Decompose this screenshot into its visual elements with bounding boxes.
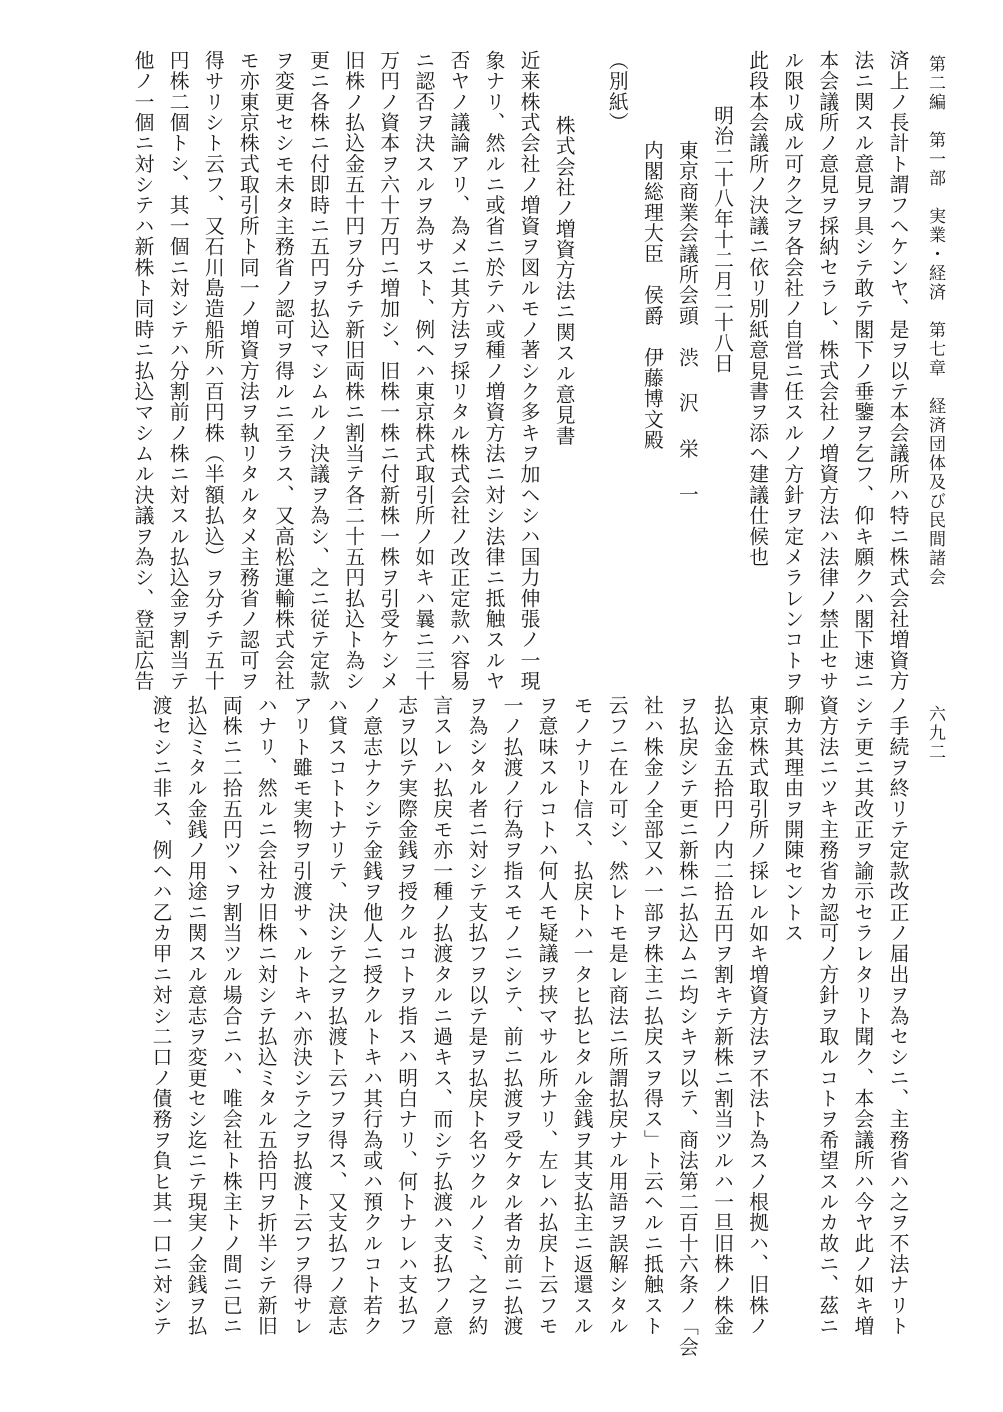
text-line: ハナリ、然ルニ会社カ旧株ニ対シテ払込ミタル五拾円ヲ折半シテ新旧 bbox=[254, 695, 278, 1337]
addressee: 内閣総理大臣 侯爵 伊藤博文殿 bbox=[640, 140, 664, 451]
opinion-title: 株式会社ノ増資方法ニ関スル意見書 bbox=[552, 115, 576, 447]
text-line: 万円ノ資本ヲ六十万円ニ増加シ、旧株一株ニ付新株一株ヲ引受ケシメ bbox=[376, 50, 400, 692]
text-line: 資方法ニツキ主務省カ認可ノ方針ヲ取ルコトヲ希望スルカ故ニ、茲ニ bbox=[815, 695, 839, 1337]
text-line: 法ニ関スル意見ヲ具シテ敢テ閣下ノ垂鑒ヲ乞フ、仰キ願クハ閣下速ニ bbox=[850, 50, 874, 692]
text-line: 言スレハ払戻モ亦一種ノ払渡タルニ過キス、而シテ払渡ハ支払フノ意 bbox=[429, 695, 453, 1337]
text-line: 志ヲ以テ実際金銭ヲ授クルコトヲ指スハ明白ナリ、何トナレハ支払フ bbox=[394, 695, 418, 1337]
text-line: ル限リ成ル可ク之ヲ各会社ノ自営ニ任スルノ方針ヲ定メラレンコトヲ bbox=[780, 50, 804, 692]
attachment-label: （別紙） bbox=[605, 50, 629, 133]
text-line: ハ貸スコトトナリテ、決シテ之ヲ払渡ト云フヲ得ス、又支払フノ意志 bbox=[324, 695, 348, 1337]
text-line: ニ認否ヲ決スルヲ為サスト、例ヘハ東京株式取引所ノ如キハ曩ニ三十 bbox=[411, 50, 435, 692]
running-header: 第二編 第一部 実業・経済 第七章 経済団体及び民間諸会 bbox=[925, 55, 945, 587]
text-line: シテ更ニ其改正ヲ諭示セラレタリト聞ク、本会議所ハ今ヤ此ノ如キ増 bbox=[850, 695, 874, 1337]
signature-line bbox=[669, 50, 704, 650]
signature-name: 渋沢栄一 bbox=[675, 346, 699, 531]
text-line: ヲ変更セシモ未タ主務省ノ認可ヲ得ルニ至ラス、又高松運輸株式会社 bbox=[271, 50, 295, 692]
text-line: 円株二個トシ、其一個ニ対シテハ分割前ノ株ニ対スル払込金ヲ割当テ bbox=[166, 50, 190, 692]
upper-text-block bbox=[84, 50, 915, 692]
text-line: ヲ為シタル者ニ対シテ支払フヲ以テ是ヲ払戻ト名ツクルノミ、之ヲ約 bbox=[464, 695, 488, 1337]
text-line: 得サリシト云フ、又石川島造船所ハ百円株（半額払込）ヲ分チテ五十 bbox=[201, 50, 225, 692]
text-line: 更ニ各株ニ付即時ニ五円ヲ払込マシムルノ決議ヲ為シ、之ニ従テ定款 bbox=[306, 50, 330, 692]
text-line: 東京株式取引所ノ採レル如キ増資方法ヲ不法ト為スノ根拠ハ、旧株ノ bbox=[745, 695, 769, 1337]
text-line: 両株ニ二拾五円ツ丶ヲ割当ツル場合ニハ、唯会社ト株主トノ間ニ已ニ bbox=[219, 695, 243, 1337]
text-line: 払込ミタル金銭ノ用途ニ関スル意志ヲ変更セシ迄ニテ現実ノ金銭ヲ払 bbox=[184, 695, 208, 1337]
signature-org: 東京商業会議所会頭 bbox=[675, 140, 699, 327]
text-line: 本会議所ノ意見ヲ採納セラレ、株式会社ノ増資方法ハ法律ノ禁止セサ bbox=[815, 50, 839, 692]
text-line: 渡セシニ非ス、例ヘハ乙カ甲ニ対シ二口ノ債務ヲ負ヒ其一口ニ対シテ bbox=[149, 695, 173, 1337]
text-line: 一ノ払渡ノ行為ヲ指スモノニシテ、前ニ払渡ヲ受ケタル者カ前ニ払渡 bbox=[499, 695, 523, 1337]
text-line: 済上ノ長計ト謂フヘケンヤ、是ヲ以テ本会議所ハ特ニ株式会社増資方 bbox=[886, 50, 909, 692]
text-line: アリト雖モ実物ヲ引渡サ丶ルトキハ亦決シテ之ヲ払渡ト云フヲ得サレ bbox=[289, 695, 313, 1337]
text-line: ヲ意味スルコトハ何人モ疑議ヲ挟マサル所ナリ、左レハ払戻ト云フモ bbox=[535, 695, 559, 1337]
text-line: 此段本会議所ノ決議ニ依リ別紙意見書ヲ添ヘ建議仕候也 bbox=[745, 50, 769, 568]
lower-text-block bbox=[84, 695, 915, 1358]
text-line: 払込金五拾円ノ内二拾五円ヲ割キテ新株ニ割当ツルハ一旦旧株ノ株金 bbox=[710, 695, 734, 1337]
text-line: モノナリト信ス、払戻トハ一タヒ払ヒタル金銭ヲ其支払主ニ返還スル bbox=[570, 695, 594, 1337]
letter-date: 明治二十八年十二月二十八日 bbox=[710, 105, 734, 374]
text-line: 旧株ノ払込金五十円ヲ分チテ新旧両株ニ割当テ各二十五円払込ト為シ bbox=[341, 50, 365, 692]
text-line: モ亦東京株式取引所ト同一ノ増資方法ヲ執リタルタメ主務省ノ認可ヲ bbox=[236, 50, 260, 692]
text-line: 云フニ在ル可シ、然レトモ是レ商法ニ所謂払戻ナル用語ヲ誤解シタル bbox=[605, 695, 629, 1337]
text-line: 近来株式会社ノ増資ヲ図ルモノ著シク多キヲ加ヘシハ国力伸張ノ一現 bbox=[517, 50, 541, 692]
page-number: 六九二 bbox=[925, 705, 945, 762]
text-line: 社ハ株金ノ全部又ハ一部ヲ株主ニ払戻スヲ得ス」ト云ヘルニ抵触スト bbox=[640, 695, 664, 1337]
text-line: 象ナリ、然ルニ或省ニ於テハ或種ノ増資方法ニ対シ法律ニ抵触スルヤ bbox=[481, 50, 505, 692]
text-line: 聊カ其理由ヲ開陳セントス bbox=[780, 695, 804, 944]
text-line: ノ手続ヲ終リテ定款改正ノ届出ヲ為セシニ、主務省ハ之ヲ不法ナリト bbox=[886, 695, 909, 1337]
text-line: ヲ払戻シテ更ニ新株ニ払込ムニ均シキヲ以テ、商法第二百十六条ノ「会 bbox=[675, 695, 699, 1358]
text-line: 他ノ一個ニ対シテハ新株ト同時ニ払込マシムル決議ヲ為シ、登記広告 bbox=[131, 50, 155, 692]
text-line: ノ意志ナクシテ金銭ヲ他人ニ授クルトキハ其行為或ハ預クルコト若ク bbox=[359, 695, 383, 1337]
text-line: 否ヤノ議論アリ、為メニ其方法ヲ採リタル株式会社ノ改正定款ハ容易 bbox=[446, 50, 470, 692]
